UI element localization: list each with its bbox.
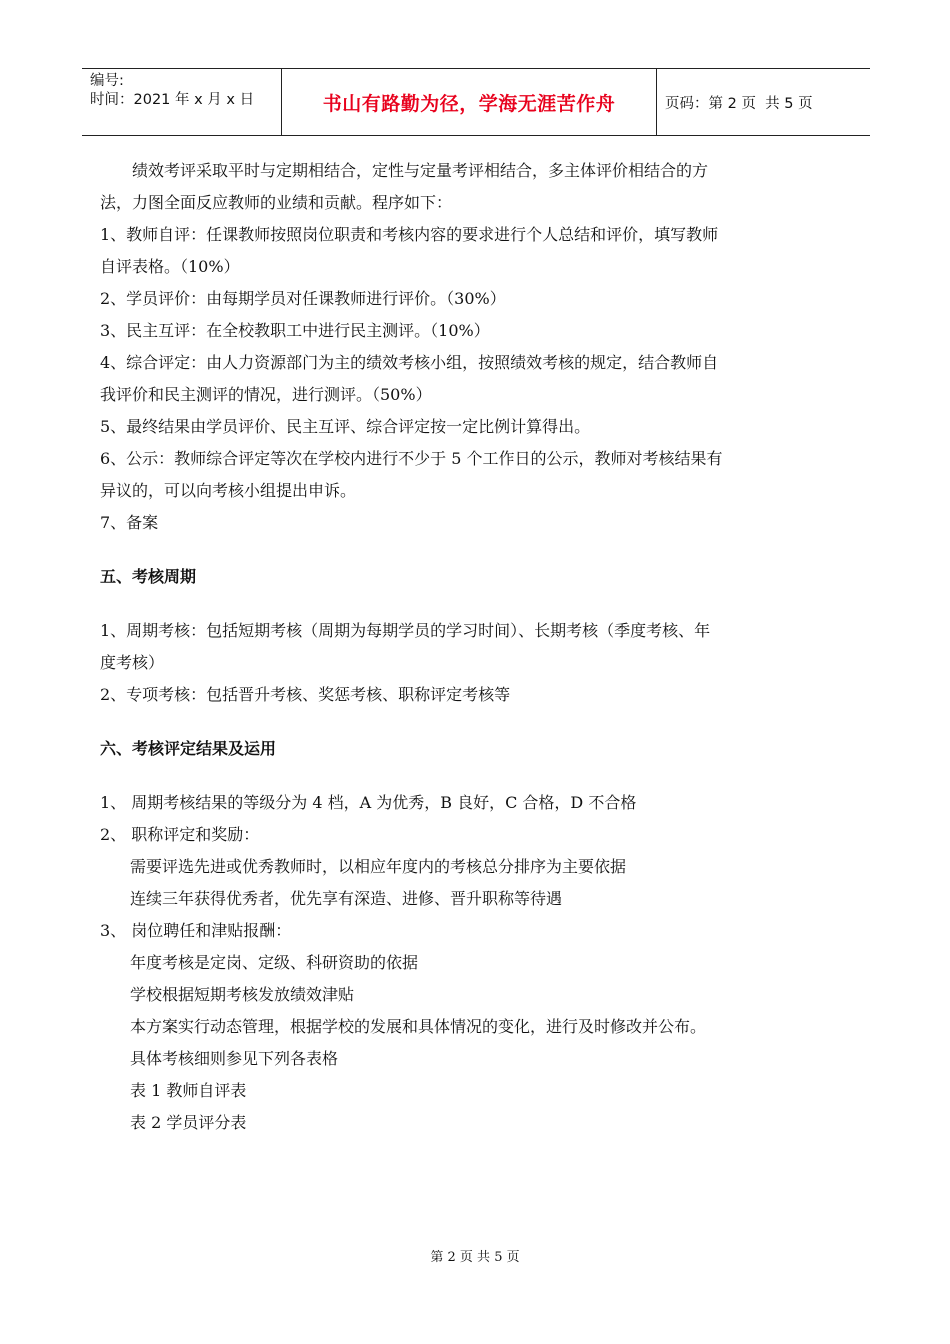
- time-label: 时间：2021 年 x 月 x 日: [90, 92, 255, 108]
- document-body: [100, 155, 860, 1139]
- number-label: 编号:: [90, 73, 124, 89]
- paragraph: 具体考核细则参见下列各表格: [130, 1049, 339, 1068]
- paragraph: 4、综合评定：由人力资源部门为主的绩效考核小组，按照绩效考核的规定，结合教师自: [100, 353, 719, 372]
- paragraph: 年度考核是定岗、定级、科研资助的依据: [130, 953, 419, 972]
- paragraph: 连续三年获得优秀者，优先享有深造、进修、晋升职称等待遇: [130, 889, 563, 908]
- paragraph: 7、备案: [100, 513, 159, 532]
- paragraph: 我评价和民主测评的情况，进行测评。（50%）: [100, 385, 432, 404]
- motto: 书山有路勤为径，学海无涯苦作舟: [282, 69, 657, 135]
- paragraph: 2、学员评价：由每期学员对任课教师进行评价。（30%）: [100, 289, 506, 308]
- paragraph: 1、教师自评：任课教师按照岗位职责和考核内容的要求进行个人总结和评价，填写教师: [100, 225, 719, 244]
- paragraph: 异议的，可以向考核小组提出申诉。: [100, 481, 357, 500]
- paragraph: 绩效考评采取平时与定期相结合，定性与定量考评相结合，多主体评价相结合的方: [132, 161, 709, 180]
- paragraph: 需要评选先进或优秀教师时，以相应年度内的考核总分排序为主要依据: [130, 857, 627, 876]
- paragraph: 2、专项考核：包括晋升考核、奖惩考核、职称评定考核等: [100, 685, 511, 704]
- section-heading: 六、考核评定结果及运用: [100, 739, 277, 758]
- paragraph: 3、民主互评：在全校教职工中进行民主测评。（10%）: [100, 321, 490, 340]
- page-footer: 第 2 页 共 5 页: [430, 1250, 520, 1265]
- paragraph: 学校根据短期考核发放绩效津贴: [130, 985, 355, 1004]
- paragraph: 表 1 教师自评表: [130, 1081, 247, 1100]
- header-left-cell: [82, 69, 282, 135]
- paragraph: 自评表格。（10%）: [100, 257, 240, 276]
- paragraph: 6、公示：教师综合评定等次在学校内进行不少于 5 个工作日的公示，教师对考核结果有: [100, 449, 723, 468]
- paragraph: 5、最终结果由学员评价、民主互评、综合评定按一定比例计算得出。: [100, 417, 591, 436]
- paragraph: 法，力图全面反应教师的业绩和贡献。程序如下：: [100, 193, 453, 212]
- header-table: [82, 68, 870, 136]
- paragraph: 度考核）: [100, 653, 165, 672]
- paragraph: 3、 岗位聘任和津贴报酬：: [100, 921, 292, 940]
- paragraph: 1、 周期考核结果的等级分为 4 档，A 为优秀，B 良好，C 合格，D 不合格: [100, 793, 637, 812]
- paragraph: 表 2 学员评分表: [130, 1113, 247, 1132]
- paragraph: 1、周期考核：包括短期考核（周期为每期学员的学习时间）、长期考核（季度考核、年: [100, 621, 711, 640]
- section-heading: 五、考核周期: [100, 567, 197, 586]
- paragraph: 本方案实行动态管理，根据学校的发展和具体情况的变化，进行及时修改并公布。: [130, 1017, 707, 1036]
- page-code: 页码：第 2 页 共 5 页: [665, 95, 813, 112]
- paragraph: 2、 职称评定和奖励：: [100, 825, 260, 844]
